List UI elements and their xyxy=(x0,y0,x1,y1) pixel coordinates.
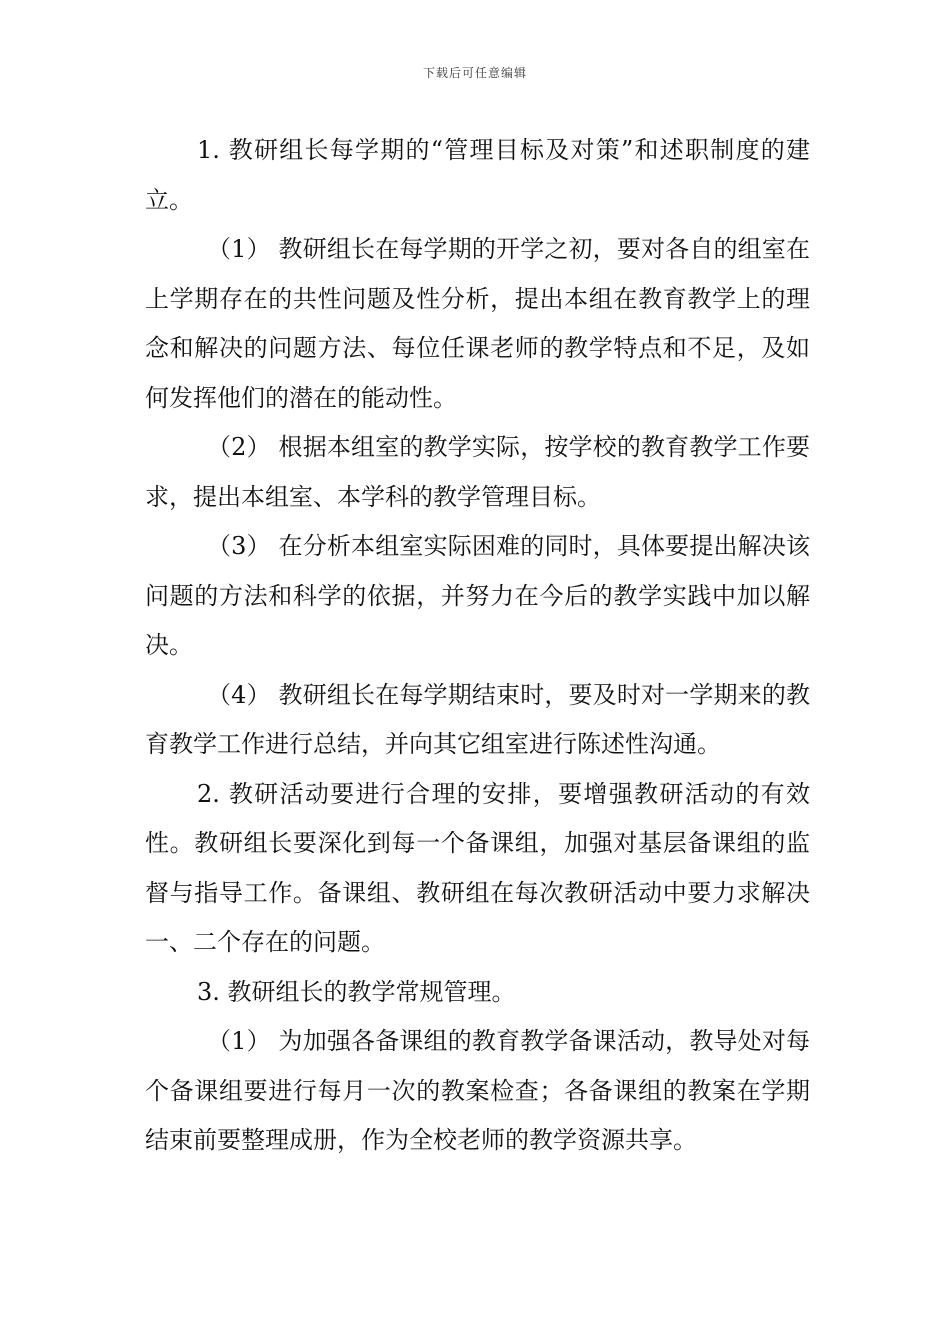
paragraph-subitem-1-1: （1） 教研组长在每学期的开学之初，要对各自的组室在上学期存在的共性问题及性分析，提出本组在教育教学上的理念和解决的问题方法、每位任课老师的教学特点和不足，及如何发挥他们的潜在的能动性。 xyxy=(145,235,810,412)
page-header-note: 下载后可任意编辑 xyxy=(422,66,527,80)
document-body xyxy=(145,126,810,1166)
paragraph-subitem-1-2: （2） 根据本组室的教学实际，按学校的教育教学工作要求，提出本组室、本学科的教学管理目标。 xyxy=(145,433,810,511)
paragraph-item-2: 2. 教研活动要进行合理的安排，要增强教研活动的有效性。教研组长要深化到每一个备课组，加强对基层备课组的监督与指导工作。备课组、教研组在每次教研活动中要力求解决一、二个存在的问题。 xyxy=(145,779,810,956)
paragraph-item-1: 1. 教研组长每学期的“管理目标及对策”和述职制度的建立。 xyxy=(145,136,810,214)
paragraph-item-3: 3. 教研组长的教学常规管理。 xyxy=(197,977,516,1006)
paragraph-subitem-1-4: （4） 教研组长在每学期结束时，要及时对一学期来的教育教学工作进行总结，并向其它组室进行陈述性沟通。 xyxy=(145,680,810,758)
paragraph-subitem-1-3: （3） 在分析本组室实际困难的同时，具体要提出解决该问题的方法和科学的依据，并努力在今后的教学实践中加以解决。 xyxy=(145,532,810,659)
paragraph-subitem-3-1: （1） 为加强各备课组的教育教学备课活动，教导处对每个备课组要进行每月一次的教案检查；各备课组的教案在学期结束前要整理成册，作为全校老师的教学资源共享。 xyxy=(145,1027,810,1154)
